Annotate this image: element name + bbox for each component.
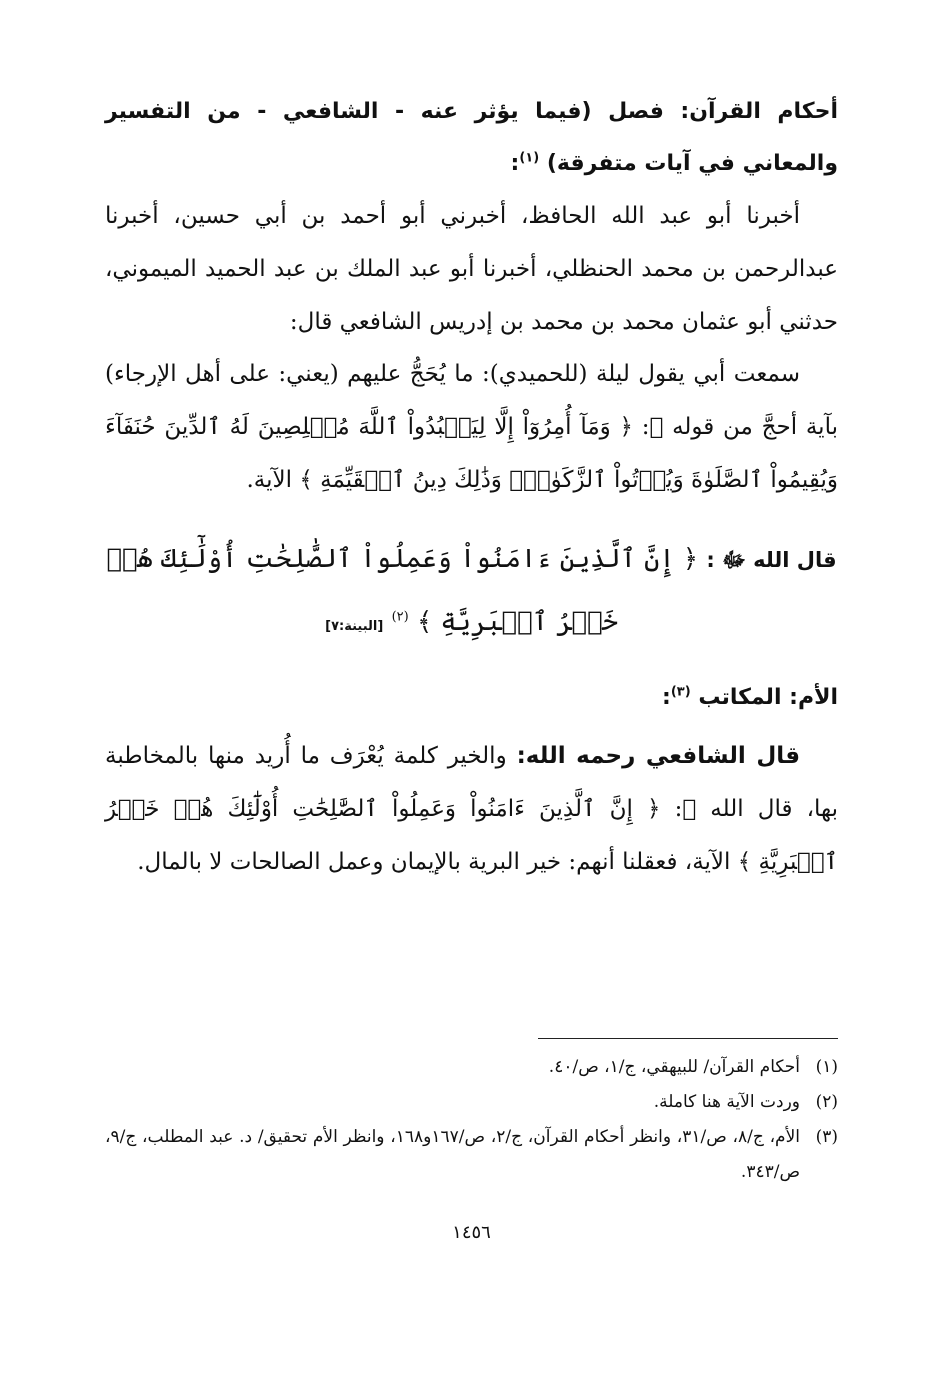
verse-lead: قال الله ﷻ : [706, 548, 837, 572]
footnote-ref-2: (٢) [391, 609, 409, 625]
paragraph-text: والخير كلمة يُعْرَف ما أُريد منها بالمخاطبة بها، قال الله ﷻ: [105, 743, 839, 822]
footnote-ref-1: (١) [519, 150, 540, 166]
section-heading-umm [105, 672, 838, 724]
section-heading-ahkam [105, 86, 838, 190]
heading-colon: : [510, 151, 520, 176]
footnote-number: (١) [815, 1057, 838, 1077]
paragraph-tail: الآية. [246, 467, 293, 493]
section-heading-text: الأم: المكاتب [698, 685, 838, 710]
footnote-item [105, 1050, 838, 1085]
highlighted-verse [105, 528, 838, 658]
footnote-divider [538, 1038, 838, 1039]
page-number: ١٤٥٦ [452, 1222, 491, 1243]
footnote-text: الأم، ج/٨، ص/٣١، وانظر أحكام القرآن، ج/٢، ص/١٦٧و١٦٨، وانظر الأم تحقيق/ د. عبد المطلب، ج/٩، ص/٣٤٣. [105, 1127, 800, 1182]
humaidi-paragraph [105, 348, 838, 507]
heading-colon: : [662, 685, 671, 710]
paragraph-tail: الآية، فعقلنا أنهم: خير البرية بالإيمان وعمل الصالحات لا بالمال. [137, 849, 731, 875]
section-heading-text: أحكام القرآن: فصل (فيما يؤثر عنه - الشافعي - من التفسير والمعاني في آيات متفرقة) [105, 99, 838, 176]
paragraph-text: سمعت أبي يقول ليلة (للحميدي): ما يُحَجُّ عليهم (يعني: على أهل الإرجاء) بآية أحجَّ من قوله ﷻ: [105, 361, 838, 440]
footnote-ref-3: (٣) [670, 684, 691, 700]
footnote-number: (٢) [815, 1092, 838, 1112]
quran-verse: ﴿ إِنَّ ٱلَّذِينَ ءَامَنُواْ وَعَمِلُواْ ٱلصَّٰلِحَٰتِ أُوْلَٰٓئِكَ هُمۡ خَيۡرُ ٱلۡبَرِيَّةِ ﴾ [105, 796, 838, 875]
shafii-paragraph [105, 730, 838, 889]
quran-verse: ﴿ وَمَآ أُمِرُوٓاْ إِلَّا لِيَعۡبُدُواْ ٱللَّهَ مُخۡلِصِينَ لَهُ ٱلدِّينَ حُنَفَآءَ وَيُقِيمُواْ ٱلصَّلَوٰةَ وَيُؤۡتُواْ ٱلزَّكَوٰةَۚ وَذَٰلِكَ دِينُ ٱلۡقَيِّمَةِ ﴾ [105, 414, 838, 493]
surah-reference: [البينة:٧] [325, 619, 384, 634]
quran-verse-main: ﴿ إِنَّ ٱلَّذِينَ ءَامَنُواْ وَعَمِلُواْ ٱلصَّٰلِحَٰتِ أُوْلَٰٓئِكَ هُمۡ خَيۡرُ ٱلۡبَرِيَّةِ ﴾ [106, 544, 699, 637]
footnote-item [105, 1120, 838, 1190]
footnote-text: وردت الآية هنا كاملة. [653, 1092, 800, 1112]
footnote-number: (٣) [815, 1127, 838, 1147]
footnote-text: أحكام القرآن/ للبيهقي، ج/١، ص/٤٠. [548, 1057, 800, 1077]
footnote-item [105, 1085, 838, 1120]
isnad-paragraph: أخبرنا أبو عبد الله الحافظ، أخبرني أبو أحمد بن أبي حسين، أخبرنا عبدالرحمن بن محمد الحنظلي، أخبرنا أبو عبد الملك بن عبد الحميد الميموني، حدثني أبو عثمان محمد بن محمد بن إدريس الشافعي قال: [105, 203, 838, 335]
footnotes [105, 1050, 838, 1190]
paragraph-lead: قال الشافعي رحمه الله: [516, 743, 800, 769]
